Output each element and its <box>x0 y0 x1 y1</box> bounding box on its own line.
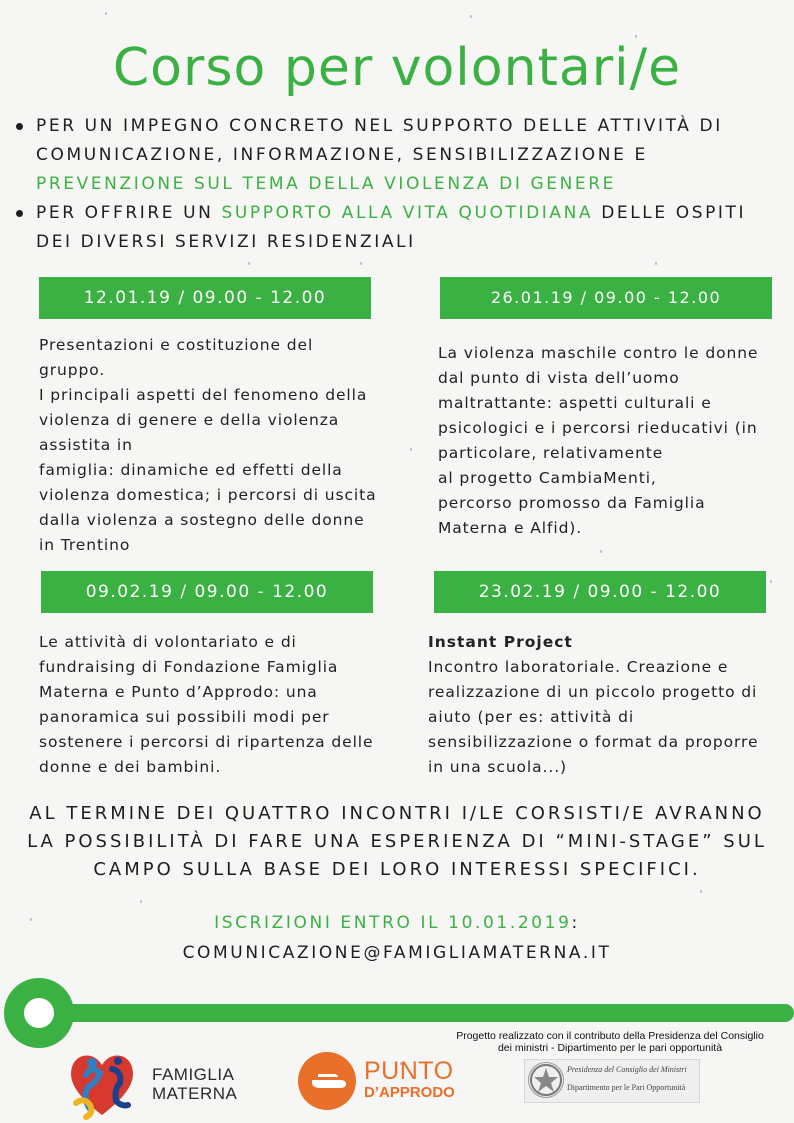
bullet-item <box>16 199 776 257</box>
registration-colon: : <box>571 913 580 933</box>
session-4-date-bar: 23.02.19 / 09.00 - 12.00 <box>434 571 766 613</box>
footer-circle-ornament <box>4 978 74 1048</box>
session-3-date-bar: 09.02.19 / 09.00 - 12.00 <box>41 571 373 613</box>
punto-approdo-logo-line-2: D’APPRODO <box>364 1084 455 1101</box>
session-2-description: La violenza maschile contro le donne dal punto di vista dell’uomo maltrattante: aspetti culturali e psicologici e i percorsi rieducativi (in particolare, relativamente al progetto CambiaMenti, percorso promosso da Famiglia Materna e Alfid). <box>438 344 759 537</box>
session-1-date-bar: 12.01.19 / 09.00 - 12.00 <box>39 277 371 319</box>
session-4-content <box>428 630 773 780</box>
presidenza-logo <box>524 1059 700 1103</box>
registration-block <box>0 908 794 968</box>
presidenza-logo-line-1: Presidenza del Consiglio dei Ministri <box>567 1065 687 1074</box>
session-2-date-bar: 26.01.19 / 09.00 - 12.00 <box>440 277 772 319</box>
bullet-highlight: PREVENZIONE SUL TEMA DELLA VIOLENZA DI GENERE <box>36 174 616 194</box>
registration-email: COMUNICAZIONE@FAMIGLIAMATERNA.IT <box>182 943 612 963</box>
bullet-text: PER OFFRIRE UN <box>36 203 222 223</box>
punto-approdo-logo-line-1: PUNTO <box>364 1057 454 1085</box>
session-3-description: Le attività di volontariato e di fundraising di Fondazione Famiglia Materna e Punto d’Approdo: una panoramica sui possibili modi per sostenere i percorsi di ripartenza delle donne e dei bambini. <box>39 633 374 776</box>
page-title: Corso per volontari/e <box>112 38 682 98</box>
funding-credit: Progetto realizzato con il contributo della Presidenza del Consiglio dei ministri - Dipartimento per le pari opportunità <box>456 1030 764 1054</box>
famiglia-materna-logo <box>66 1045 256 1120</box>
bullet-list <box>16 112 776 257</box>
session-1-description: Presentazioni e costituzione del gruppo. I principali aspetti del fenomeno della violenza di genere e della violenza assistita in famiglia: dinamiche ed effetti della violenza domestica; i percorsi di uscita dalla violenza a sostegno delle donne in Trentino <box>39 336 377 554</box>
session-4-heading: Instant Project <box>428 633 573 651</box>
bullet-item <box>16 112 776 199</box>
bullet-text: PER UN IMPEGNO CONCRETO NEL SUPPORTO DELLE ATTIVITÀ DI COMUNICAZIONE, INFORMAZIONE, SENSIBILIZZAZIONE E <box>36 116 723 165</box>
bullet-text-after: DELLE OSPITI DEI DIVERSI SERVIZI RESIDENZIALI <box>36 203 747 252</box>
hand-circle-icon <box>296 1050 362 1112</box>
republic-emblem-icon <box>528 1062 564 1100</box>
footer-line <box>40 1004 794 1022</box>
registration-label: ISCRIZIONI ENTRO IL 10.01.2019 <box>214 913 572 933</box>
famiglia-materna-logo-line-2: MATERNA <box>152 1084 238 1103</box>
session-4-description: Incontro laboratoriale. Creazione e realizzazione di un piccolo progetto di aiuto (per es: attività di sensibilizzazione o format da proporre in una scuola...) <box>428 658 759 776</box>
closing-statement: AL TERMINE DEI QUATTRO INCONTRI I/LE CORSISTI/E AVRANNO LA POSSIBILITÀ DI FARE UNA ESPERIENZA DI “MINI-STAGE” SUL CAMPO SULLA BASE DEI LORO INTERESSI SPECIFICI. <box>27 803 767 880</box>
punto-approdo-logo <box>296 1050 476 1112</box>
presidenza-logo-line-2: Dipartimento per le Pari Opportunità <box>567 1083 686 1092</box>
famiglia-materna-logo-line-1: FAMIGLIA <box>152 1065 235 1084</box>
heart-figures-icon <box>66 1045 138 1121</box>
bullet-highlight: SUPPORTO ALLA VITA QUOTIDIANA <box>221 203 594 223</box>
